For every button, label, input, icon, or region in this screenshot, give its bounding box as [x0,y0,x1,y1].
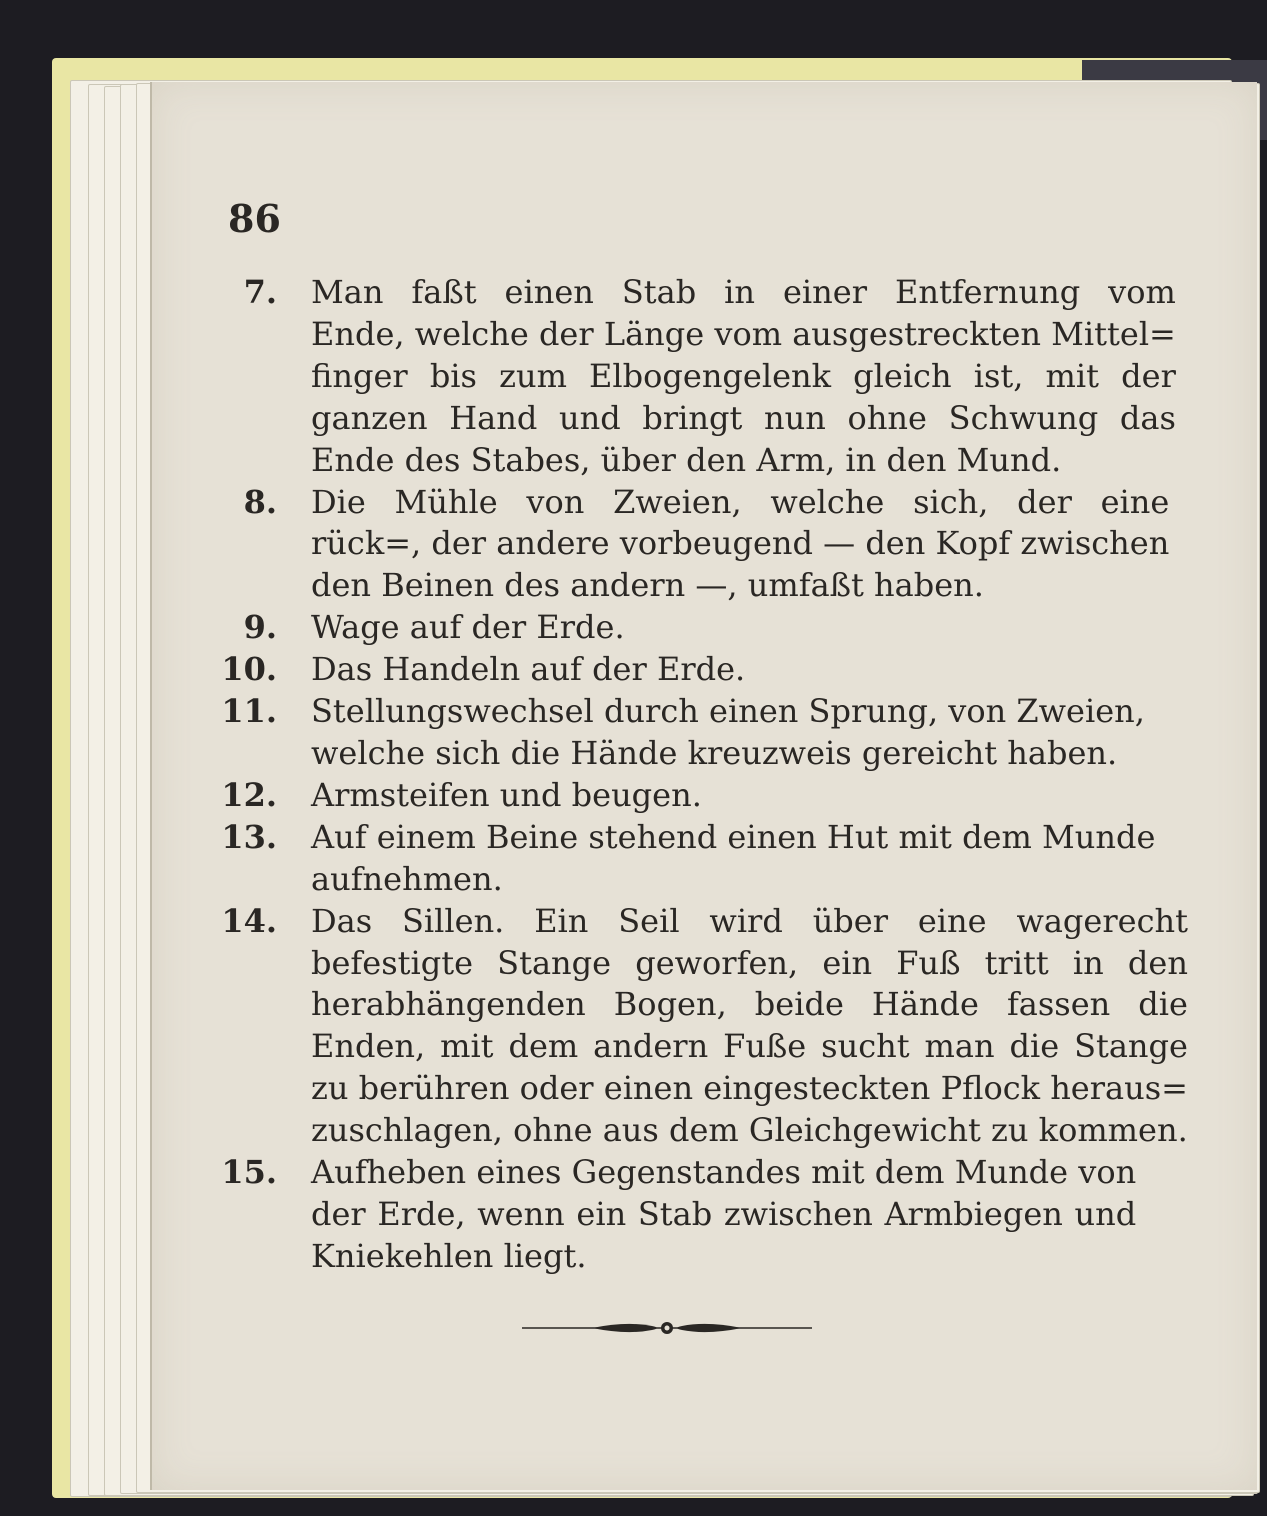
text-line: zuschlagen, ohne aus dem Gleichgewicht zu kommen. [311,1111,1188,1150]
exercise-list [215,272,1188,1278]
list-item [215,691,1145,775]
text-line: Ende des Stabes, über den Arm, in den Mund. [311,440,1062,479]
list-item [215,1152,1137,1278]
text-line: herabhängenden Bogen, beide Hände fassen die [311,985,1188,1024]
text-line: Auf einem Beine stehend einen Hut mit dem Munde [311,817,1156,856]
item-number: 11. [221,692,277,731]
item-number: 10. [221,650,277,689]
text-line: Man faßt einen Stab in einer Entfernung vom [311,273,1176,311]
list-item [215,817,1156,901]
item-text [311,691,1145,775]
item-number: 14. [221,901,277,940]
item-text [311,649,1125,691]
list-item [215,901,1188,1152]
item-text [311,607,1125,649]
item-number: 15. [221,1153,277,1192]
list-item [215,775,1125,817]
text-line: Aufheben eines Gegenstandes mit dem Munde von [311,1153,1137,1192]
item-number: 8. [243,482,277,521]
item-text [311,901,1188,1152]
text-line: befestigte Stange geworfen, ein Fuß tritt in den [311,943,1188,982]
text-line: den Beinen des andern —, umfaßt haben. [311,566,984,605]
text-line: Das Handeln auf der Erde. [311,650,746,689]
item-number: 7. [243,273,277,311]
item-text [311,1152,1136,1278]
text-line: Ende, welche der Länge vom ausgestreckten Mittel= [311,314,1176,353]
list-item [215,482,1170,608]
item-number: 12. [221,775,277,814]
ornament-divider [522,1318,812,1338]
item-text [311,775,1125,817]
text-line: zu berühren oder einen eingesteckten Pflock heraus= [311,1069,1188,1108]
text-line: aufnehmen. [311,859,503,898]
text-line: welche sich die Hände kreuzweis gereicht haben. [311,733,1118,772]
text-line: Stellungswechsel durch einen Sprung, von Zweien, [311,692,1145,731]
text-line: rück=, der andere vorbeugend — den Kopf zwischen [311,524,1170,563]
item-number: 9. [243,608,277,647]
item-text [311,272,1176,482]
list-item [215,649,1125,691]
text-line: der Erde, wenn ein Stab zwischen Armbiegen und [311,1194,1137,1233]
text-line: Armsteifen und beugen. [311,775,702,814]
text-line: Das Sillen. Ein Seil wird über eine wagerecht [311,901,1188,940]
item-text [311,482,1169,608]
text-line: ganzen Hand und bringt nun ohne Schwung das [311,398,1176,437]
text-line: Enden, mit dem andern Fuße sucht man die Stange [311,1027,1188,1066]
item-number: 13. [221,817,277,856]
list-item [215,272,1176,482]
page-number: 86 [228,196,281,241]
text-line: Die Mühle von Zweien, welche sich, der eine [311,482,1170,521]
list-item [215,607,1125,649]
text-line: Kniekehlen liegt. [311,1236,587,1275]
text-line: Wage auf der Erde. [311,608,625,647]
item-text [311,817,1155,901]
text-line: finger bis zum Elbogengelenk gleich ist, mit der [311,356,1176,395]
